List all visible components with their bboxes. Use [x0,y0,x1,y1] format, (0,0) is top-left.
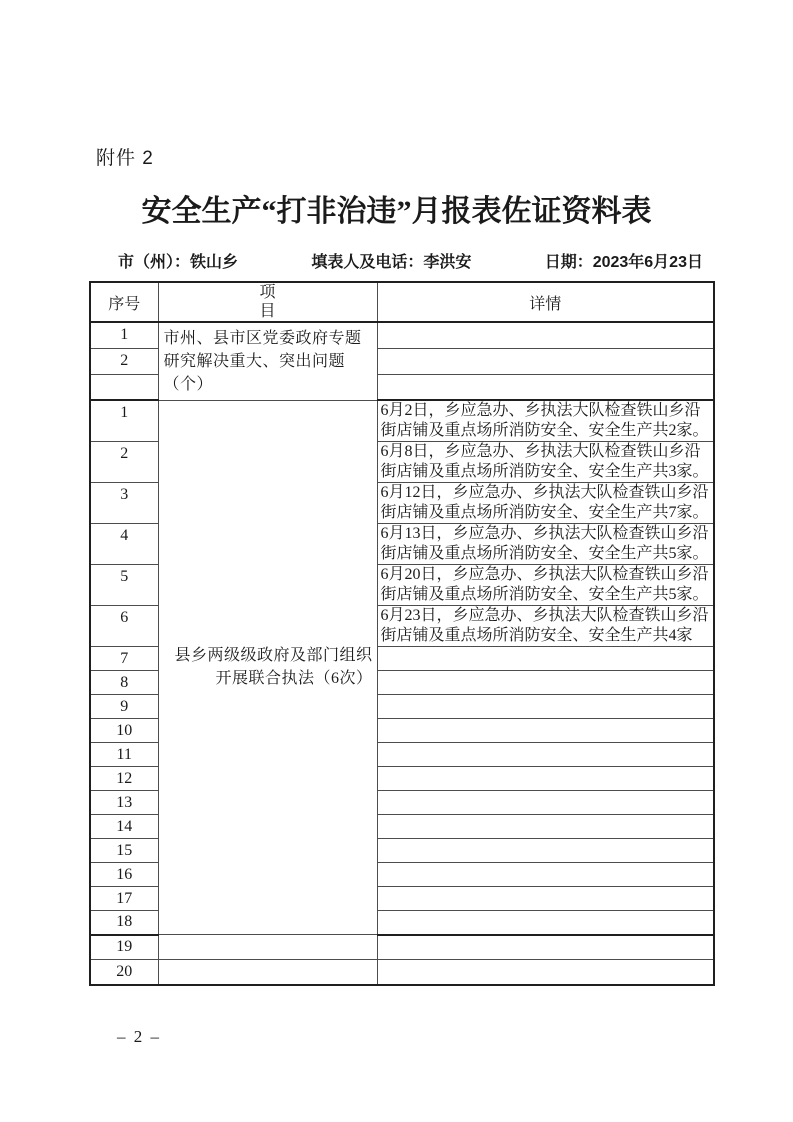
row-number-cell: 1 [90,322,158,348]
row-number-cell: 4 [90,524,158,565]
project-line: 开展联合执法（6次） [215,670,373,688]
row-number-cell: 15 [90,839,158,863]
page-number: – 2 – [117,1027,161,1046]
project-line: （个） [163,375,214,393]
detail-cell [377,767,714,791]
project-cell-section1 [158,322,377,400]
detail-cell [377,935,714,960]
detail-cell [377,671,714,695]
detail-cell: 6月20日，乡应急办、乡执法大队检查铁山乡沿街店铺及重点场所消防安全、安全生产共5家。 [377,565,714,606]
table-row [90,960,714,985]
detail-cell [377,647,714,671]
row-number-cell: 17 [90,887,158,911]
project-cell-empty [158,960,377,985]
report-table-wrapper [89,281,713,986]
attachment-label: 附件 2 [96,148,154,169]
header-item-line2: 目 [259,303,276,320]
row-number-cell: 6 [90,606,158,647]
row-number-cell [90,374,158,400]
header-item [158,282,377,322]
detail-cell [377,348,714,374]
project-cell-section2 [158,400,377,935]
detail-cell: 6月2日，乡应急办、乡执法大队检查铁山乡沿街店铺及重点场所消防安全、安全生产共2家。 [377,400,714,442]
project-line: 市州、县市区党委政府专题 [163,329,362,347]
project-line: 县乡两级级政府及部门组织 [174,647,373,665]
row-number-cell: 8 [90,671,158,695]
meta-filler-phone: 填表人及电话：李洪安 [311,254,472,271]
detail-cell [377,863,714,887]
row-number-cell: 9 [90,695,158,719]
detail-cell: 6月8日，乡应急办、乡执法大队检查铁山乡沿街店铺及重点场所消防安全、安全生产共3家。 [377,442,714,483]
row-number-cell: 2 [90,442,158,483]
project-line: 研究解决重大、突出问题 [163,352,346,370]
detail-cell [377,695,714,719]
row-number-cell: 19 [90,935,158,960]
row-number-cell: 20 [90,960,158,985]
meta-region: 市（州）：铁山乡 [118,254,239,271]
table-header-row [90,282,714,322]
detail-cell [377,743,714,767]
report-table [89,281,715,986]
meta-date: 日期：2023年6月23日 [544,254,703,271]
row-number-cell: 7 [90,647,158,671]
meta-row [89,249,713,272]
row-number-cell: 11 [90,743,158,767]
detail-cell: 6月12日，乡应急办、乡执法大队检查铁山乡沿街店铺及重点场所消防安全、安全生产共7家。 [377,483,714,524]
row-number-cell: 18 [90,911,158,935]
detail-cell [377,911,714,935]
header-item-line1: 项 [259,284,276,301]
table-row [90,400,714,442]
header-serial-number: 序号 [90,282,158,322]
row-number-cell: 12 [90,767,158,791]
detail-cell [377,791,714,815]
row-number-cell: 2 [90,348,158,374]
table-row [90,935,714,960]
detail-cell [377,960,714,985]
row-number-cell: 13 [90,791,158,815]
header-detail: 详情 [377,282,714,322]
row-number-cell: 14 [90,815,158,839]
document-title: 安全生产“打非治违”月报表佐证资料表 [141,195,652,228]
detail-cell [377,719,714,743]
row-number-cell: 3 [90,483,158,524]
row-number-cell: 5 [90,565,158,606]
detail-cell [377,374,714,400]
detail-cell [377,815,714,839]
detail-cell: 6月23日，乡应急办、乡执法大队检查铁山乡沿街店铺及重点场所消防安全、安全生产共4家 [377,606,714,647]
table-row [90,322,714,348]
detail-cell [377,839,714,863]
detail-cell [377,887,714,911]
row-number-cell: 10 [90,719,158,743]
project-cell-empty [158,935,377,960]
detail-cell: 6月13日，乡应急办、乡执法大队检查铁山乡沿街店铺及重点场所消防安全、安全生产共5家。 [377,524,714,565]
row-number-cell: 16 [90,863,158,887]
row-number-cell: 1 [90,400,158,442]
detail-cell [377,322,714,348]
